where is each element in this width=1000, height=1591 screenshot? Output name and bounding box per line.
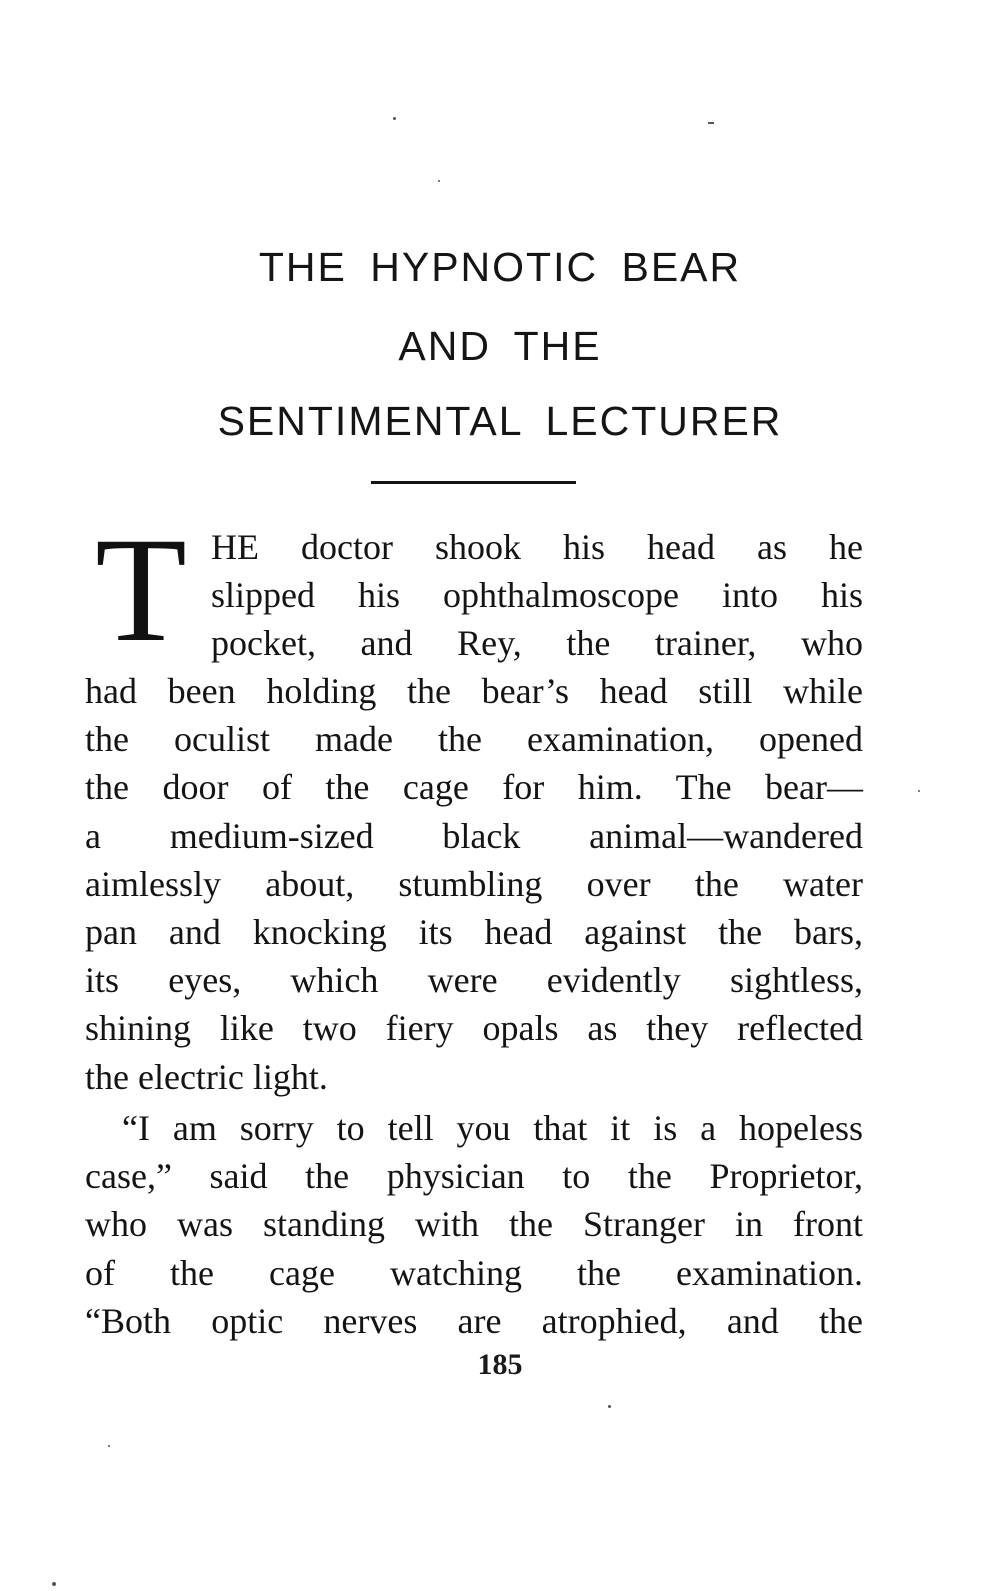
text-line: HE doctor shook his head as he — [211, 527, 863, 567]
text-line: pan and knocking its head against the bars, — [85, 911, 863, 952]
paragraph-2 — [85, 1104, 863, 1345]
text-line: aimlessly about, stumbling over the water — [85, 863, 863, 904]
text-line: shining like two fiery opals as they reflected — [85, 1008, 863, 1049]
page-number: 185 — [477, 1348, 523, 1381]
text-line: the oculist made the examination, opened — [85, 719, 863, 760]
text-line: of the cage watching the examination. — [85, 1252, 863, 1293]
chapter-title-line-3: SENTIMENTAL LECTURER — [217, 398, 783, 444]
scan-speck — [393, 117, 396, 120]
scan-speck — [918, 790, 920, 792]
title-divider-rule — [371, 481, 576, 484]
scan-speck — [52, 1582, 56, 1586]
text-line: a medium-sized black animal—wandered — [85, 815, 863, 856]
text-line: pocket, and Rey, the trainer, who — [211, 623, 863, 664]
text-line: its eyes, which were evidently sightless, — [85, 960, 863, 1001]
text-line: slipped his ophthalmoscope into his — [211, 575, 863, 616]
text-line: had been holding the bear’s head still while — [85, 671, 863, 711]
text-line: case,” said the physician to the Proprietor, — [85, 1156, 863, 1197]
chapter-title-line-2: AND THE — [398, 323, 602, 369]
text-line: the door of the cage for him. The bear— — [85, 767, 863, 808]
scan-speck — [708, 122, 714, 124]
scan-speck — [108, 1445, 110, 1447]
opening-block — [85, 507, 863, 673]
text-line: who was standing with the Stranger in front — [85, 1204, 863, 1245]
scan-speck — [608, 1405, 611, 1408]
paragraph-1 — [85, 667, 863, 1101]
scan-speck — [438, 180, 440, 182]
text-line: “I am sorry to tell you that it is a hopeless — [122, 1108, 863, 1148]
drop-cap-lines — [211, 523, 863, 668]
text-line: the electric light. — [85, 1056, 328, 1097]
chapter-title-line-1: THE HYPNOTIC BEAR — [258, 244, 742, 290]
drop-cap-letter: T — [95, 507, 187, 673]
text-line: “Both optic nerves are atrophied, and the — [85, 1300, 863, 1341]
